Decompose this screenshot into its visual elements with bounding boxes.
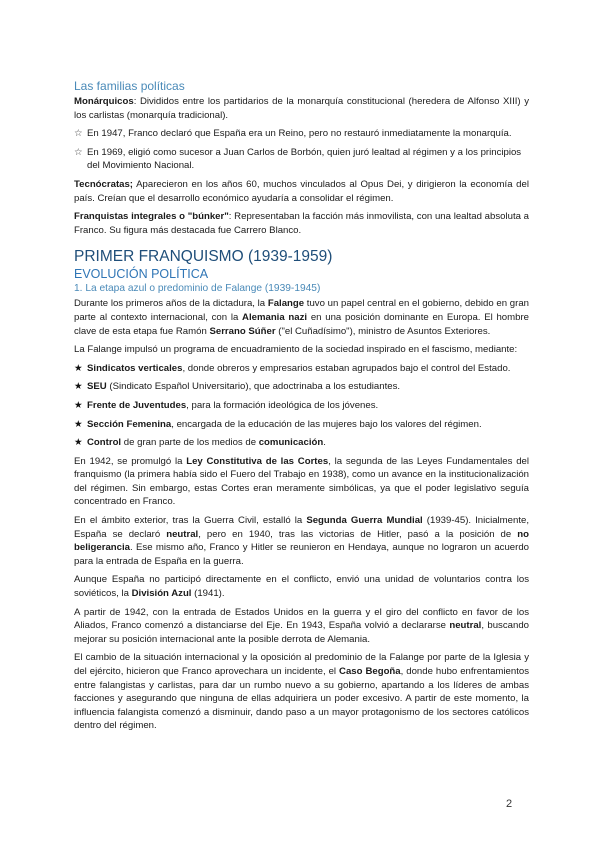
paragraph-division-azul: Aunque España no participó directamente en el conflicto, envió una unidad de voluntarios contra los soviéticos, la División Azul (1941). — [74, 574, 529, 600]
chapter-title: PRIMER FRANQUISMO (1939-1959) — [74, 248, 333, 266]
paragraph-cortes: En 1942, se promulgó la Ley Constitutiva de las Cortes, la segunda de las Leyes Fundamentales del franquismo (la primera había sido el Fuero del Trabajo en 1938), como un avance en la institucionalización del régimen. Sin embargo, estas Cortes eran meramente simbólicas, ya que el poder legislativo seguía concentrado en Franco. — [74, 455, 530, 508]
list-item: ★ Sindicatos verticales, donde obreros y empresarios estaban agrupados bajo el control del Estado. — [74, 362, 511, 374]
page-number: 2 — [506, 798, 513, 810]
list-item: ★ Frente de Juventudes, para la formación ideológica de los jóvenes. — [74, 399, 379, 411]
paragraph-tecnocratas: Tecnócratas; Aparecieron en los años 60, muchos vinculados al Opus Dei, y dirigieron la economía del país. Creían que el desarrollo económico ayudaría a consolidar el régimen. — [74, 178, 529, 204]
section-heading-familias: Las familias políticas — [74, 79, 185, 93]
list-item: ☆ En 1969, eligió como sucesor a Juan Carlos de Borbón, quien juró lealtad al régimen y a los principios del Movimiento Nacional. — [74, 146, 522, 172]
paragraph-falange: Durante los primeros años de la dictadura, la Falange tuvo un papel central en el gobierno, debido en gran parte al contexto internacional, con la Alemania nazi en una posición dominante en Europa. El hombre clave de esta etapa fue Ramón Serrano Súñer ("el Cuñadísimo"), ministro de Asuntos Exteriores. — [74, 298, 529, 337]
star-filled-icon: ★ — [74, 418, 83, 430]
paragraph-bunker: Franquistas integrales o "búnker": Representaban la facción más inmovilista, con una lealtad absoluta a Franco. Su figura más destacada fue Carrero Blanco. — [74, 211, 530, 236]
list-item: ☆ En 1947, Franco declaró que España era un Reino, pero no restauró inmediatamente la monarquía. — [74, 128, 512, 140]
list-item: ★ Control de gran parte de los medios de comunicación. — [74, 437, 326, 449]
paragraph-neutralidad: A partir de 1942, con la entrada de Estados Unidos en la guerra y el giro del conflicto en favor de los Aliados, Franco comenzó a distanciarse del Eje. En 1943, España volvió a declararse neutral, buscando mejorar su posición internacional ante la posible derrota de Alemania. — [74, 606, 529, 645]
chapter-subtitle: EVOLUCIÓN POLÍTICA — [74, 267, 209, 282]
section-heading-etapa-azul: 1. La etapa azul o predominio de Falange (1939-1945) — [74, 283, 321, 295]
list-item: ★ SEU (Sindicato Español Universitario), que adoctrinaba a los estudiantes. — [74, 381, 401, 393]
star-outline-icon: ☆ — [74, 146, 83, 158]
paragraph-encuadramiento: La Falange impulsó un programa de encuadramiento de la sociedad inspirado en el fascismo, mediante: — [74, 344, 518, 356]
star-filled-icon: ★ — [74, 437, 83, 449]
star-filled-icon: ★ — [74, 399, 83, 411]
star-filled-icon: ★ — [74, 381, 83, 393]
paragraph-segunda-guerra: En el ámbito exterior, tras la Guerra Civil, estalló la Segunda Guerra Mundial (1939-45). Inicialmente, España se declaró neutral, pero en 1940, tras las victorias de Hitler, pasó a la posición de no beligerancia. Ese mismo año, Franco y Hitler se reunieron en Hendaya, aunque no lograron un acuerdo para la entrada de España en la guerra. — [74, 515, 529, 567]
paragraph-caso-begona: El cambio de la situación internacional y la oposición al predominio de la Falange por parte de la Iglesia y del ejército, hicieron que Franco aprovechara un incidente, el Caso Begoña, donde hubo enfrentamientos entre falangistas y carlistas, para dar un rumbo nuevo a su gobierno, apartando a los líderes de ambas facciones y asegurando que ninguna de ellas adquiriera un poder excesivo. A partir de este momento, la influencia falangista comenzó a disminuir, dando paso a un mayor protagonismo de los sectores católicos dentro del régimen. — [74, 652, 529, 732]
paragraph-monarquicos: Monárquicos: Divididos entre los partidarios de la monarquía constitucional (heredera de Alfonso XIII) y los carlistas (monarquía tradicional). — [74, 96, 529, 121]
star-filled-icon: ★ — [74, 362, 83, 374]
list-item: ★ Sección Femenina, encargada de la educación de las mujeres bajo los valores del régimen. — [74, 418, 482, 430]
page-content — [74, 76, 529, 738]
star-outline-icon: ☆ — [74, 128, 83, 140]
